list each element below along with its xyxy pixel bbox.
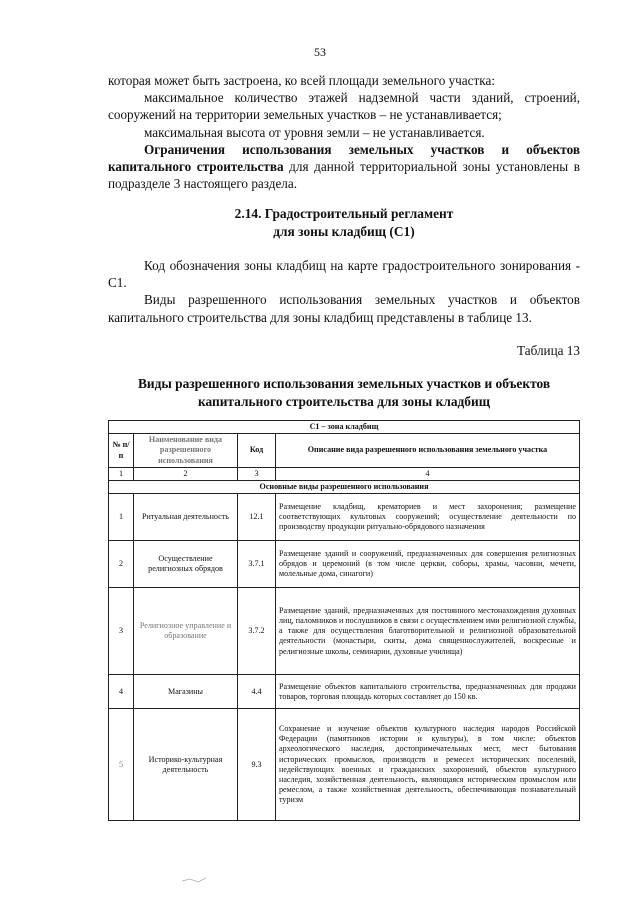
idx-cell: 4	[276, 467, 580, 480]
col-num-header: № п/п	[109, 434, 134, 468]
table-index-row	[109, 467, 580, 480]
table-heading-line-2: капитального строительства для зоны кладбищ	[197, 393, 491, 409]
signature-mark	[180, 876, 240, 884]
row-code: 3.7.2	[238, 588, 276, 675]
row-desc: Размещение зданий и сооружений, предназначенных для совершения религиозных обрядов и церемоний (в том числе церкви, соборы, храмы, часовни, мечети, молельные дома, синагоги)	[276, 541, 580, 588]
intro-line-4	[108, 141, 580, 193]
row-desc: Размещение зданий, предназначенных для постоянного местонахождения духовных лиц, паломников и послушников в связи с осуществлением ими религиозной службы, а также для осуществления благотворительной и религиозной образовательной деятельности (монастыри, скиты, дома священнослужителей, воскресные и религиозные школы, семинарии, духовные училища)	[276, 588, 580, 675]
row-name: Осуществление религиозных обрядов	[134, 541, 238, 588]
intro-line-1: которая может быть застроена, ко всей площади земельного участка:	[108, 73, 496, 88]
row-name: Историко-культурная деятельность	[134, 709, 238, 821]
row-name: Ритуальная деятельность	[134, 494, 238, 541]
row-code: 4.4	[238, 675, 276, 709]
table-heading-line-1: Виды разрешенного использования земельных участков и объектов	[137, 376, 551, 391]
page-number: 53	[314, 45, 326, 59]
table-row	[109, 588, 580, 675]
row-num: 2	[109, 541, 134, 588]
uses-table	[108, 420, 580, 821]
section-title-line-2: для зоны кладбищ (С1)	[273, 223, 415, 239]
idx-cell: 3	[238, 467, 276, 480]
intro-line-3: максимальная высота от уровня земли – не устанавливается.	[144, 124, 485, 140]
zone-text	[108, 257, 580, 326]
table-label: Таблица 13	[517, 343, 580, 358]
zone-uses-paragraph: Виды разрешенного использования земельных участков и объектов капитального строительства для зоны кладбищ представлены в таблице 13.	[108, 292, 580, 325]
table-heading	[108, 375, 580, 410]
table-row	[109, 709, 580, 821]
col-code-header: Код	[238, 434, 276, 468]
row-code: 12.1	[238, 494, 276, 541]
row-code: 9.3	[238, 709, 276, 821]
col-desc-header: Описание вида разрешенного использования земельного участка	[276, 434, 580, 468]
row-desc: Размещение кладбищ, крематориев и мест захоронения; размещение соответствующих культовых сооружений; осуществление деятельности по производству продукции ритуально-обрядового назначения	[276, 494, 580, 541]
row-num: 1	[109, 494, 134, 541]
row-code: 3.7.1	[238, 541, 276, 588]
table-row	[109, 675, 580, 709]
row-num: 4	[109, 675, 134, 709]
section-title-line-1: 2.14. Градостроительный регламент	[234, 206, 454, 221]
table-row	[109, 494, 580, 541]
restrictions-rest: для данной территориальной зоны установлены в подразделе 3 настоящего раздела.	[108, 159, 580, 192]
restrictions-bold: Ограничения использования земельных участков и объектов капитального строительства	[108, 141, 580, 175]
row-num: 3	[109, 588, 134, 675]
row-num: 5	[109, 709, 134, 821]
row-name: Религиозное управление и образование	[134, 588, 238, 675]
row-desc: Сохранение и изучение объектов культурного наследия народов Российской Федерации (памятников истории и культуры), в том числе: объектов археологического наследия, достопримечательных мест, мест бытования исторических промыслов, производств и ремесел исторических поселений, недействующих военных и гражданских захоронений, объектов культурного наследия, хозяйственная деятельность, являющаяся историческим промыслом или ремеслом, а также хозяйственная деятельность, обеспечивающая познавательный туризм	[276, 709, 580, 821]
col-name-header: Наименование вида разрешенного использования	[134, 434, 238, 468]
table-header-row	[109, 434, 580, 468]
row-name: Магазины	[134, 675, 238, 709]
table-row	[109, 541, 580, 588]
row-desc: Размещение объектов капитального строительства, предназначенных для продажи товаров, торговая площадь которых составляет до 150 кв.	[276, 675, 580, 709]
intro-line-2: максимальное количество этажей надземной части зданий, строений, сооружений на территории земельных участков – не устанавливается;	[108, 90, 580, 123]
section-title-cell: Основные виды разрешенного использования	[109, 481, 580, 494]
idx-cell: 2	[134, 467, 238, 480]
intro-text	[108, 72, 580, 192]
zone-code-paragraph: Код обозначения зоны кладбищ на карте градостроительного зонирования - С1.	[108, 258, 580, 291]
section-title	[108, 205, 580, 240]
zone-title-cell: С1 – зона кладбищ	[109, 421, 580, 434]
idx-cell: 1	[109, 467, 134, 480]
table-section-row	[109, 481, 580, 494]
table-zone-row	[109, 421, 580, 434]
